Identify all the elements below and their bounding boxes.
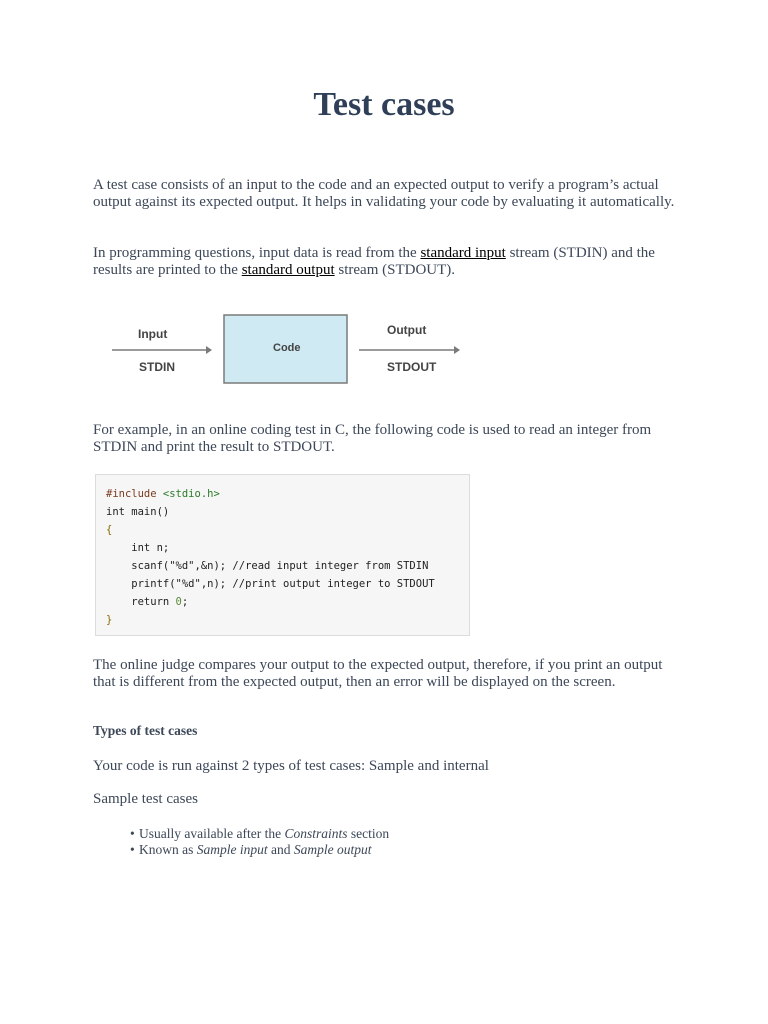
stream-text-1: In programming questions, input data is read from the [93, 245, 421, 261]
diagram-input-label: Input [138, 327, 168, 341]
code-include-directive: #include [106, 488, 157, 500]
sample-heading: Sample test cases [93, 791, 198, 807]
io-diagram [100, 308, 470, 392]
bullet-1-emphasis: Constraints [284, 826, 348, 841]
types-paragraph: Your code is run against 2 types of test cases: Sample and internal [93, 758, 489, 774]
page-title: Test cases [313, 86, 455, 123]
bullet-2-emphasis-2: Sample output [293, 842, 372, 857]
input-arrow-head [206, 346, 212, 354]
stream-text-3: stream (STDOUT). [334, 262, 456, 278]
code-line-2: int main() [106, 506, 170, 518]
code-return-keyword: return [106, 596, 176, 608]
diagram-stdin-label: STDIN [139, 360, 175, 374]
code-line-7 [106, 596, 188, 608]
bullet-2-text: Known as [139, 842, 197, 857]
example-paragraph: For example, in an online coding test in C, the following code is used to read an integer from STDIN and print the result to STDOUT. [93, 422, 652, 455]
bullet-1-text: Usually available after the [139, 826, 285, 841]
list-item [130, 842, 389, 858]
intro-paragraph: A test case consists of an input to the code and an expected output to verify a program’s actual output against its expected output. It helps in validating your code by evaluating it automatically. [93, 177, 675, 210]
code-line-5: scanf("%d",&n); //read input integer from STDIN [106, 560, 429, 572]
code-line-3: { [106, 524, 113, 536]
bullet-icon: • [130, 826, 135, 841]
bullet-2-emphasis-1: Sample input [196, 842, 268, 857]
stream-text-2: stream (STDIN) and the results are printed to the [93, 245, 655, 278]
code-sample [95, 474, 470, 636]
code-return-semicolon: ; [181, 596, 189, 608]
judge-paragraph: The online judge compares your output to the expected output, therefore, if you print an output that is different from the expected output, then an error will be displayed on the screen. [93, 657, 663, 690]
diagram-stdout-label: STDOUT [387, 360, 437, 374]
code-line-6: printf("%d",n); //print output integer to STDOUT [106, 578, 435, 590]
bullet-icon: • [130, 842, 135, 857]
standard-output-link[interactable]: standard output [241, 262, 335, 278]
list-item [130, 826, 389, 842]
bullet-1-after: section [347, 826, 390, 841]
code-line-1 [106, 488, 220, 500]
code-include-header: <stdio.h> [156, 488, 220, 500]
standard-input-link[interactable]: standard input [420, 245, 506, 261]
types-heading: Types of test cases [93, 723, 198, 738]
code-line-8: } [106, 614, 113, 626]
code-line-4: int n; [106, 542, 170, 554]
output-arrow-head [454, 346, 460, 354]
code-return-value: 0 [175, 596, 182, 608]
bullet-2-mid: and [267, 842, 294, 857]
diagram-output-label: Output [387, 323, 427, 337]
diagram-code-label: Code [273, 342, 301, 354]
sample-bullet-list [130, 826, 389, 858]
stream-paragraph [93, 245, 683, 279]
